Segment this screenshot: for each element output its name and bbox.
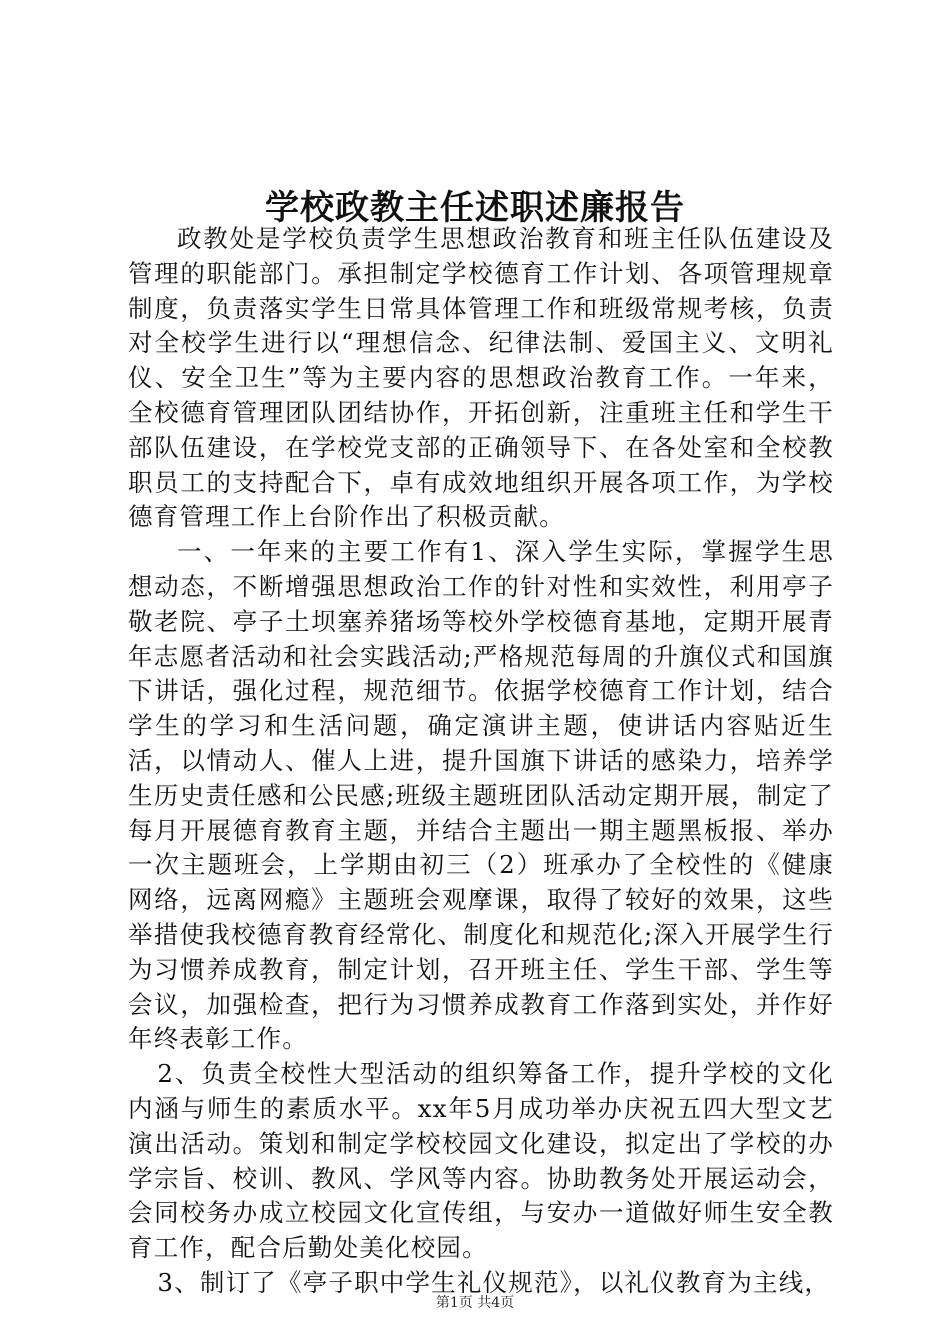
page-number-footer: 第1页 共4页 <box>435 1295 515 1311</box>
document-title: 学校政教主任述职述廉报告 <box>265 188 685 228</box>
paragraph-etiquette: 3、制订了《亭子职中学生礼仪规范》，以礼仪教育为主线， <box>157 1267 831 1297</box>
paragraph-main-work: 一、一年来的主要工作有1、深入学生实际，掌握学生思想动态，不断增强思想政治工作的针对性和实效性，利用亭子敬老院、亭子土坝塞养猪场等校外学校德育基地，定期开展青年志愿者活动和社会实践活动;严格规范每周的升旗仪式和国旗下讲话，强化过程，规范细节。依据学校德育工作计划，结合学生的学习和生活问题，确定演讲主题，使讲话内容贴近生活，以情动人、催人上进，提升国旗下讲话的感染力，培养学生历史责任感和公民感;班级主题班团队活动定期开展，制定了每月开展德育教育主题，并结合主题出一期主题黑板报、举办一次主题班会，上学期由初三（2）班承办了全校性的《健康网络，远离网瘾》主题班会观摩课，取得了较好的效果，这些举措使我校德育教育经常化、制度化和规范化;深入开展学生行为习惯养成教育，制定计划，召开班主任、学生干部、学生等会议，加强检查，把行为习惯养成教育工作落到实处，并作好年终表彰工作。 <box>128 537 834 1054</box>
paragraph-intro: 政教处是学校负责学生思想政治教育和班主任队伍建设及管理的职能部门。承担制定学校德育工作计划、各项管理规章制度，负责落实学生日常具体管理工作和班级常规考核，负责对全校学生进行以“理想信念、纪律法制、爱国主义、文明礼仪、安全卫生”等为主要内容的思想政治教育工作。一年来，全校德育管理团队团结协作，开拓创新，注重班主任和学生干部队伍建设，在学校党支部的正确领导下、在各处室和全校教职员工的支持配合下，卓有成效地组织开展各项工作，为学校德育管理工作上台阶作出了积极贡献。 <box>128 224 834 532</box>
document-body <box>128 222 834 1301</box>
paragraph-activities: 2、负责全校性大型活动的组织筹备工作，提升学校的文化内涵与师生的素质水平。xx年5月成功举办庆祝五四大型文艺演出活动。策划和制定学校校园文化建设，拟定出了学校的办学宗旨、校训、教风、学风等内容。协助教务处开展运动会，会同校务办成立校园文化宣传组，与安办一道做好师生安全教育工作，配合后勤处美化校园。 <box>128 1059 834 1263</box>
